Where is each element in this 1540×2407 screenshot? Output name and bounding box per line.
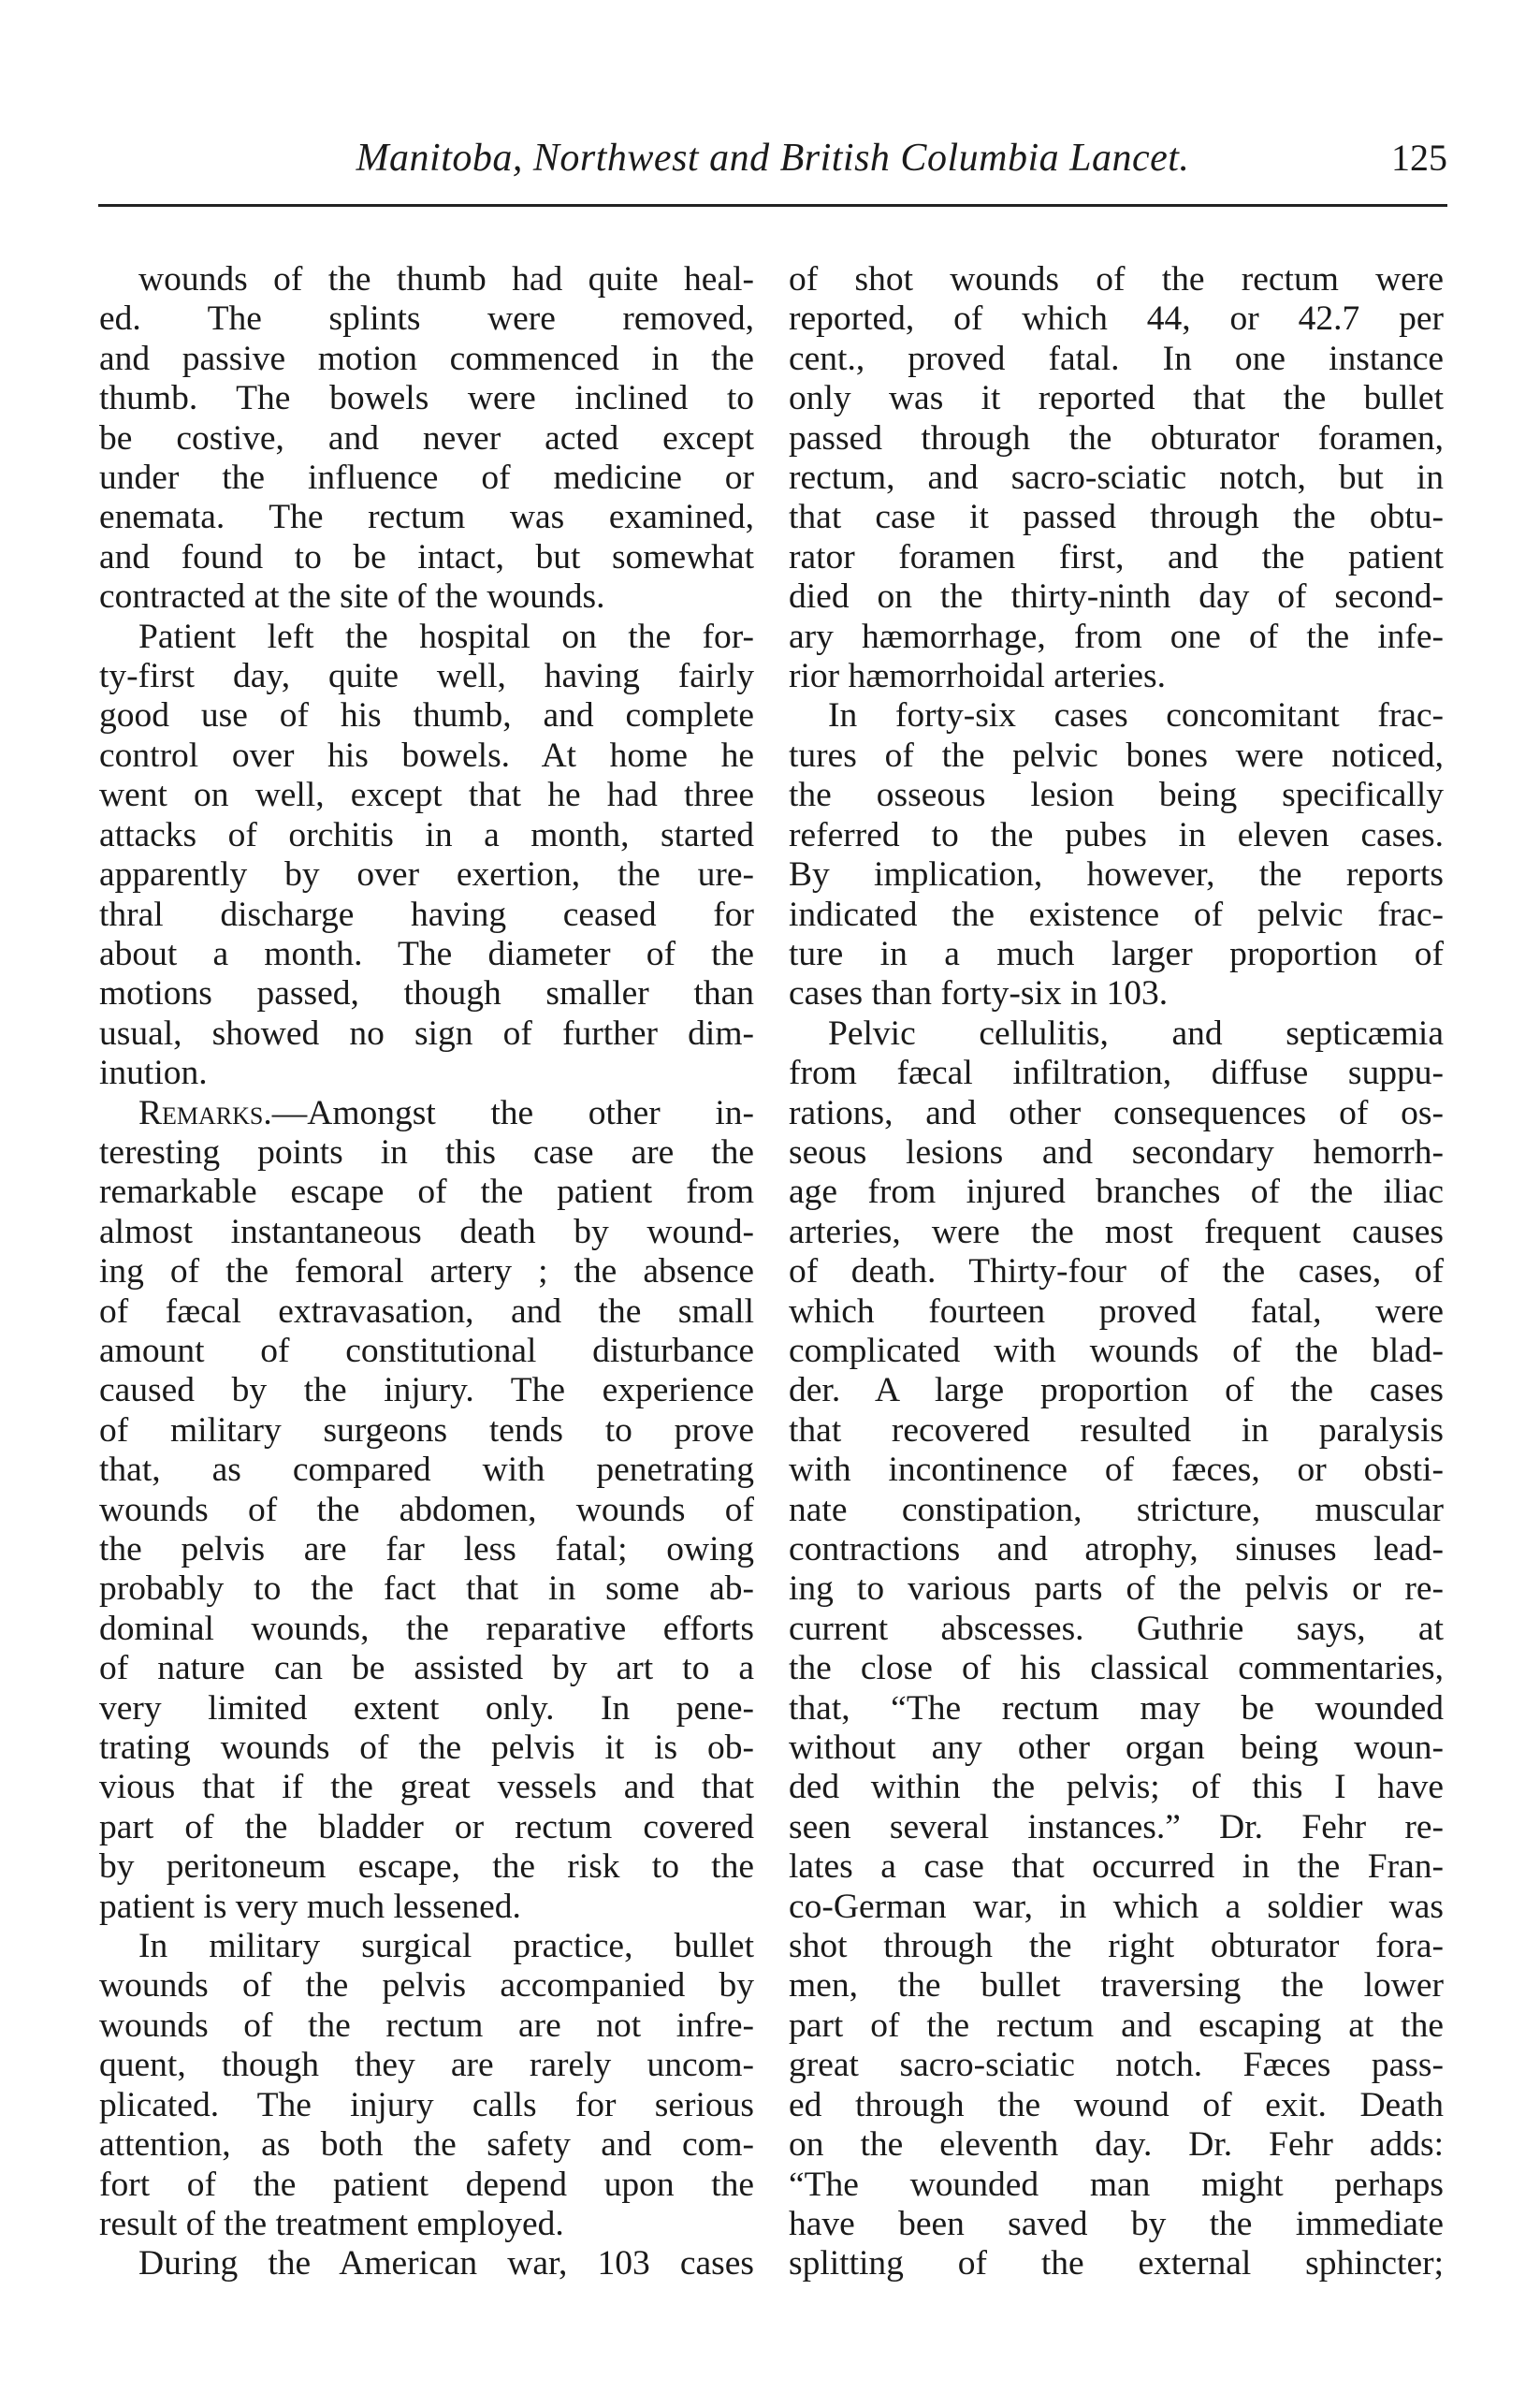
- text-line: Patient left the hospital on the for-: [138, 617, 754, 656]
- text-line: died on the thirty-ninth day of second-: [789, 577, 1444, 617]
- text-line: [99, 1094, 754, 1133]
- text-line: part of the bladder or rectum covered: [99, 1807, 754, 1846]
- text-line: that case it passed through the obtu-: [789, 498, 1444, 537]
- text-line: almost instantaneous death by wound-: [99, 1212, 754, 1251]
- paragraph: [99, 2244, 754, 2283]
- text-line: very limited extent only. In pene-: [99, 1688, 754, 1728]
- text-line: that, “The rectum may be wounded: [789, 1688, 1444, 1728]
- text-line: attention, as both the safety and com-: [99, 2125, 754, 2165]
- text-line: of fæcal extravasation, and the small: [99, 1291, 754, 1331]
- text-line: referred to the pubes in eleven cases.: [789, 815, 1444, 854]
- text-line: that, as compared with penetrating: [99, 1451, 754, 1490]
- text-line: with incontinence of fæces, or obsti-: [789, 1451, 1444, 1490]
- text-line: only was it reported that the bullet: [789, 379, 1444, 418]
- text-line: inution.: [99, 1054, 208, 1093]
- paragraph: [99, 1927, 754, 2244]
- text-line: plicated. The injury calls for serious: [99, 2085, 754, 2124]
- text-line: wounds of the rectum are not infre-: [99, 2006, 754, 2045]
- text-line: from fæcal infiltration, diffuse suppu-: [789, 1054, 1444, 1093]
- section-lead: Remarks.: [138, 1093, 272, 1132]
- text-line: “The wounded man might perhaps: [789, 2165, 1444, 2204]
- text-line: In forty-six cases concomitant frac-: [828, 696, 1444, 736]
- text-line: patient is very much lessened.: [99, 1887, 521, 1926]
- text-line: result of the treatment employed.: [99, 2204, 564, 2243]
- text-line: ture in a much larger proportion of: [789, 934, 1444, 973]
- paragraph: [789, 696, 1444, 1014]
- text-line: seous lesions and secondary hemorrh-: [789, 1132, 1444, 1172]
- text-line: of nature can be assisted by art to a: [99, 1649, 754, 1688]
- text-line: der. A large proportion of the cases: [789, 1371, 1444, 1410]
- text-line: seen several instances.” Dr. Fehr re-: [789, 1807, 1444, 1846]
- text-line: vious that if the great vessels and that: [99, 1768, 754, 1807]
- text-line: fort of the patient depend upon the: [99, 2165, 754, 2204]
- text-line: great sacro-sciatic notch. Fæces pass-: [789, 2046, 1444, 2085]
- text-line: current abscesses. Guthrie says, at: [789, 1609, 1444, 1648]
- text-line: and passive motion commenced in the: [99, 339, 754, 378]
- text-line: the osseous lesion being specifically: [789, 776, 1444, 815]
- text-line: co-German war, in which a soldier was: [789, 1887, 1444, 1926]
- text-line: on the eleventh day. Dr. Fehr adds:: [789, 2125, 1444, 2165]
- text-line: ed through the wound of exit. Death: [789, 2085, 1444, 2124]
- text-line: rectum, and sacro-sciatic notch, but in: [789, 459, 1444, 498]
- text-line: wounds of the abdomen, wounds of: [99, 1490, 754, 1529]
- text-line: quent, though they are rarely uncom-: [99, 2046, 754, 2085]
- text-line: arteries, were the most frequent causes: [789, 1212, 1444, 1251]
- text-line: rator foramen first, and the patient: [789, 537, 1444, 576]
- text-line: men, the bullet traversing the lower: [789, 1966, 1444, 2006]
- text-line: went on well, except that he had three: [99, 776, 754, 815]
- text-line: apparently by over exertion, the ure-: [99, 855, 754, 895]
- text-line: rations, and other consequences of os-: [789, 1093, 1444, 1132]
- text-line: contracted at the site of the wounds.: [99, 577, 605, 617]
- text-line: ary hæmorrhage, from one of the infe-: [789, 617, 1444, 656]
- text-line: dominal wounds, the reparative efforts: [99, 1609, 754, 1648]
- text-line: amount of constitutional disturbance: [99, 1331, 754, 1370]
- text-line: wounds of the pelvis accompanied by: [99, 1966, 754, 2006]
- text-line: control over his bowels. At home he: [99, 736, 754, 775]
- running-header: [98, 136, 1447, 192]
- text-line-rest: —Amongst the other in-: [271, 1093, 754, 1132]
- text-line: have been saved by the immediate: [789, 2204, 1444, 2243]
- right-column: [789, 260, 1444, 2284]
- running-title: Manitoba, Northwest and British Columbia Lancet.: [356, 137, 1190, 180]
- text-line: Pelvic cellulitis, and septicæmia: [828, 1014, 1444, 1053]
- paragraph: [99, 618, 754, 1094]
- text-line: be costive, and never acted except: [99, 418, 754, 458]
- text-line: enemata. The rectum was examined,: [99, 498, 754, 537]
- text-line: motions passed, though smaller than: [99, 974, 754, 1014]
- text-line: which fourteen proved fatal, were: [789, 1291, 1444, 1331]
- text-line: splitting of the external sphincter;: [789, 2244, 1444, 2283]
- text-line: By implication, however, the reports: [789, 855, 1444, 895]
- paragraph: [789, 1014, 1444, 2284]
- text-line: rior hæmorrhoidal arteries.: [789, 657, 1166, 696]
- text-line: under the influence of medicine or: [99, 459, 754, 498]
- text-line: nate constipation, stricture, muscular: [789, 1490, 1444, 1529]
- paragraph: [789, 260, 1444, 696]
- text-line: shot through the right obturator fora-: [789, 1927, 1444, 1966]
- text-line: without any other organ being woun-: [789, 1729, 1444, 1768]
- text-line: of military surgeons tends to prove: [99, 1410, 754, 1450]
- text-line: trating wounds of the pelvis it is ob-: [99, 1729, 754, 1768]
- text-line: ded within the pelvis; of this I have: [789, 1768, 1444, 1807]
- text-line: part of the rectum and escaping at the: [789, 2006, 1444, 2045]
- text-line: remarkable escape of the patient from: [99, 1173, 754, 1212]
- text-line: the pelvis are far less fatal; owing: [99, 1530, 754, 1568]
- text-line: ty-first day, quite well, having fairly: [99, 657, 754, 696]
- text-line: ed. The splints were removed,: [99, 299, 754, 339]
- left-column: [99, 260, 754, 2284]
- text-line: In military surgical practice, bullet: [138, 1927, 754, 1966]
- text-line: cases than forty-six in 103.: [789, 974, 1169, 1014]
- text-line: about a month. The diameter of the: [99, 934, 754, 973]
- text-line: ing of the femoral artery ; the absence: [99, 1252, 754, 1291]
- text-line: complicated with wounds of the blad-: [789, 1331, 1444, 1370]
- text-line: of death. Thirty-four of the cases, of: [789, 1252, 1444, 1291]
- text-line: passed through the obturator foramen,: [789, 418, 1444, 458]
- text-line: thumb. The bowels were inclined to: [99, 379, 754, 418]
- text-line: reported, of which 44, or 42.7 per: [789, 299, 1444, 339]
- text-line: and found to be intact, but somewhat: [99, 537, 754, 576]
- page-number: 125: [1391, 137, 1447, 179]
- text-line: thral discharge having ceased for: [99, 895, 754, 934]
- text-line: indicated the existence of pelvic frac-: [789, 895, 1444, 934]
- text-line: wounds of the thumb had quite heal-: [138, 260, 754, 299]
- text-line: cent., proved fatal. In one instance: [789, 339, 1444, 378]
- header-rule: [98, 204, 1447, 207]
- text-line: tures of the pelvic bones were noticed,: [789, 736, 1444, 775]
- text-line: teresting points in this case are the: [99, 1132, 754, 1172]
- text-line: the close of his classical commentaries,: [789, 1649, 1444, 1688]
- text-line: by peritoneum escape, the risk to the: [99, 1847, 754, 1887]
- text-line: usual, showed no sign of further dim-: [99, 1014, 754, 1053]
- text-line: lates a case that occurred in the Fran-: [789, 1847, 1444, 1887]
- text-line: During the American war, 103 cases: [138, 2244, 754, 2283]
- text-line: ing to various parts of the pelvis or re-: [789, 1569, 1444, 1609]
- text-line: attacks of orchitis in a month, started: [99, 815, 754, 854]
- text-line: caused by the injury. The experience: [99, 1371, 754, 1410]
- text-line: probably to the fact that in some ab-: [99, 1569, 754, 1609]
- text-line: that recovered resulted in paralysis: [789, 1410, 1444, 1450]
- paragraph: [99, 1094, 754, 1928]
- text-line: age from injured branches of the iliac: [789, 1173, 1444, 1212]
- text-line: good use of his thumb, and complete: [99, 696, 754, 736]
- paragraph: [99, 260, 754, 618]
- text-line: of shot wounds of the rectum were: [789, 260, 1444, 299]
- text-line: contractions and atrophy, sinuses lead-: [789, 1530, 1444, 1568]
